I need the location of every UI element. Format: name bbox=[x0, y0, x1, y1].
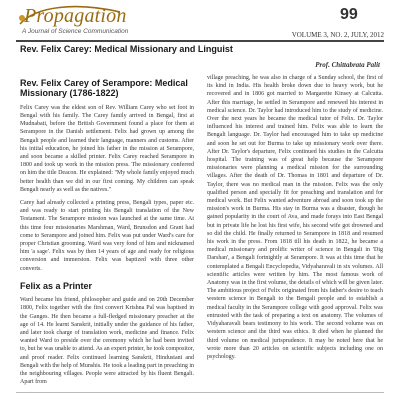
paragraph: Ward became his friend, philosopher and guide and on 20th December 1800, Felix together with the first convert Krishna Pal was baptised in the Ganges. He then became a full-fledged missionary preacher at the age of 14. He learnt Sanskrit, initially under the guidance of his father, and later took charge of translation work, medicine and finance. Felix wanted Ward to preside over the ceremony which he had been invited to, but he was unable to attend. As an expert printer, he took compositor, and proof reader. Felix continued learning Sanskrit, Hindustani and Bengali with the help of Munshis. He took a leading part in preaching in the neighbouring villages. People were attracted by his fluent Bengali. Apart from bbox=[20, 297, 194, 386]
paragraph: village preaching, he was also in charge of a Sunday school, the first of its kind in India. His health broke down due to heavy work, but he recovered and in 1806 got married to Margarette Kinsey at Calcutta. After this marriage, he settled in Serampore and renewed his interest in medical science. Dr. Taylor had introduced him to the study of medicine. Over the next years he became the medical tutor of Felix. Dr. Taylor influenced his interest and trained him. Felix was able to learn the Bengali language. Dr. Taylor had encouraged him to take up medicine and soon he set out for Burma to take up missionary work over there. After Dr. Taylor's departure, Felix continued his studies in the Calcutta hospital. The training was of great help because the Serampore missionaries were planning a medical mission for the surrounding villages. After the death of Dr. Thomas in 1801 and departure of Dr. Taylor, there was no medical man in the mission. Felix was the only qualified person and specially fit for preaching and translation and for medical work. But Felix wanted adventure abroad and soon took up the mission's work in Burma. His stay in Burma was a disaster, though he gained popularity in the court of Ava, and made forays into East Bengal but in private life he lost his first wife, his second wife got drowned and so did the child. He finally returned to Serampore in 1818 and resumed his work in the press. From 1818 till his death in 1822, he became a medical missionary and prolific writer of science in Bengali in 'Dig Darshan', a Bengali fortnightly at Serampore. It was at this time that he contemplated a Bengali Encyclopedia, Vidyaharavali in six volumes. All scientific articles were written by him. The most famous work of Anatomy was in the first volume, the details of which will be given later. The ambitious project of Felix originated from his father's desire to teach western science in Bengali to the Bengali people and to establish a medical faculty in the Serampore college with good approval. Felix was entrusted with the task of preparing a text on anatomy. The volumes of Vidyaharavali bears testimony to his work. The second volume was on western science and the third was ethics. It died when he planned the third volume on medical jurisprudence. It may be noted here that he wrote more than 20 articles on scientific subjects including one on psychology. bbox=[207, 75, 383, 360]
issue-line: VOLUME 3, NO. 2, JULY, 2012 bbox=[291, 31, 384, 39]
paragraph: Felix Carey was the eldest son of Rev. William Carey who set foot in Bengal with his family. The Carey family arrived in Bengal, first at Mudnabati, before the British Government found a place for them at Serampore in the Danish settlement. Felix had grown up among the Bengali people and learned their language, manners and customs. After his initial education, he joined his father in the mission at Serampore, and soon became a skilled printer. Felix Carey reached Serampore in 1800 and took up work in the mission press. The missionary conferred on him the title Deacon. He explained: "My whole family enjoyed much better health than we did in our first coming. My children can speak Bengali nearly as well as the natives." bbox=[20, 104, 194, 193]
right-column bbox=[207, 74, 383, 366]
article-title: Rev. Felix Carey: Medical Missionary and Linguist bbox=[20, 44, 233, 54]
footer-rule bbox=[16, 392, 384, 393]
section-heading: Rev. Felix Carey of Serampore: Medical Missionary (1786-1822) bbox=[20, 78, 188, 99]
left-column bbox=[20, 78, 194, 391]
journal-logo: Propagation bbox=[24, 5, 127, 27]
article-author: Prof. Chittabrata Palit bbox=[315, 61, 380, 69]
section-heading: Felix as a Printer bbox=[20, 280, 93, 291]
page-number: 99 bbox=[340, 6, 358, 23]
header-rule bbox=[16, 40, 384, 42]
journal-subtitle: A Journal of Science Communication bbox=[22, 28, 129, 35]
paragraph: Carey had already collected a printing press, Bengali types, paper etc. and was ready to start printing his Bengali translation of the New Testament. The Serampore mission was launched at the same time. At this time four missionaries Marshman, Ward, Brunsdon and Grant had come to Serampore and joined him. Felix was put under Ward's care for proper Christian grooming. Ward was very fond of him and nicknamed him 'a sage'. Felix was by then 14 years of age and ready for religious conversion and immersion. Felix was baptized with three other converts. bbox=[20, 199, 194, 272]
